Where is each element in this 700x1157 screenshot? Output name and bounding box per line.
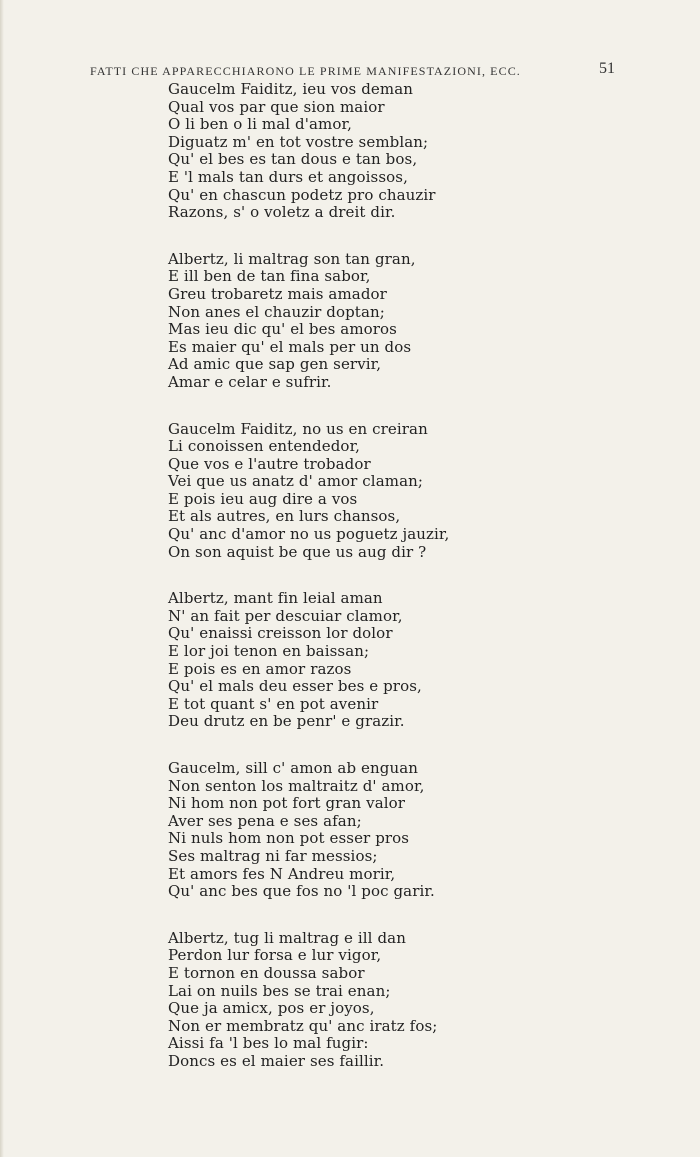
verse-line: Mas ieu dic qu' el bes amoros [168,320,397,339]
verse-line: Non anes el chauzir doptan; [168,302,385,321]
verse-line: Qu' anc d'amor no us poguetz jauzir, [168,525,450,544]
verse-line: Diguatz m' en tot vostre semblan; [168,132,429,151]
stanza [168,251,588,392]
verse-line: Es maier qu' el mals per un dos [168,337,412,356]
verse-line: Ni hom non pot fort gran valor [168,794,406,813]
verse-line: N' an fait per descuiar clamor, [168,606,403,625]
page-number: 51 [599,60,615,77]
verse-line: Aver ses pena e ses afan; [168,811,362,830]
stanza [168,930,588,1071]
stanza [168,590,588,731]
verse-line: E lor joi tenon en baissan; [168,642,370,661]
verse-line: Gaucelm Faiditz, no us en creiran [168,419,428,438]
verse-line: Doncs es el maier ses faillir. [168,1051,385,1070]
verse-line: Albertz, tug li maltrag e ill dan [168,928,406,947]
verse-line: E ill ben de tan fina sabor, [168,267,371,286]
running-title: FATTI CHE APPARECCHIARONO LE PRIME MANIFESTAZIONI, ECC. [90,64,521,78]
verse-line: Albertz, li maltrag son tan gran, [168,249,416,268]
running-header [90,60,615,82]
verse-line: E 'l mals tan durs et angoissos, [168,167,408,186]
verse-line: Aissi fa 'l bes lo mal fugir: [168,1034,369,1053]
verse-line: Qu' el bes es tan dous e tan bos, [168,150,418,169]
verse-line: E tornon en doussa sabor [168,963,365,982]
verse-line: Que ja amicx, pos er joyos, [168,999,375,1018]
verse-line: Ses maltrag ni far messios; [168,846,378,865]
verse-line: Qu' enaissi creisson lor dolor [168,624,393,643]
verse-line: On son aquist be que us aug dir ? [168,542,427,561]
verse-line: Perdon lur forsa e lur vigor, [168,946,382,965]
verse-line: Non senton los maltraitz d' amor, [168,776,425,795]
verse-line: Ad amic que sap gen servir, [168,355,382,374]
verse-line: Non er membratz qu' anc iratz fos; [168,1016,438,1035]
stanza [168,760,588,901]
verse-line: Ni nuls hom non pot esser pros [168,829,410,848]
verse-line: Vei que us anatz d' amor claman; [168,472,424,491]
verse-line: Albertz, mant fin leial aman [168,589,383,608]
verse-line: Qu' el mals deu esser bes e pros, [168,677,422,696]
verse-line: Gaucelm, sill c' amon ab enguan [168,759,419,777]
verse-line: Razons, s' o voletz a dreit dir. [168,203,396,222]
verse-line: Lai on nuils bes se trai enan; [168,981,391,1000]
verse-line: E tot quant s' en pot avenir [168,694,379,713]
verse-line: Qual vos par que sion maior [168,97,385,116]
verse-line: O li ben o li mal d'amor, [168,115,352,134]
verse-line: Li conoissen entendedor, [168,437,361,456]
page-edge-shadow [0,0,4,1157]
stanza [168,421,588,562]
verse-line: Qu' en chascun podetz pro chauzir [168,185,436,204]
verse-line: Amar e celar e sufrir. [168,372,332,391]
verse-line: Deu drutz en be penr' e grazir. [168,712,405,731]
verse-line: E pois ieu aug dire a vos [168,489,358,508]
verse-line: Et als autres, en lurs chansos, [168,507,401,526]
verse-line: Greu trobaretz mais amador [168,284,387,303]
poem-body [168,81,588,1100]
verse-line: Qu' anc bes que fos no 'l poc garir. [168,882,435,901]
stanza [168,81,588,222]
verse-line: Et amors fes N Andreu morir, [168,864,396,883]
verse-line: Gaucelm Faiditz, ieu vos deman [168,80,414,98]
verse-line: E pois es en amor razos [168,659,352,678]
verse-line: Que vos e l'autre trobador [168,454,371,473]
